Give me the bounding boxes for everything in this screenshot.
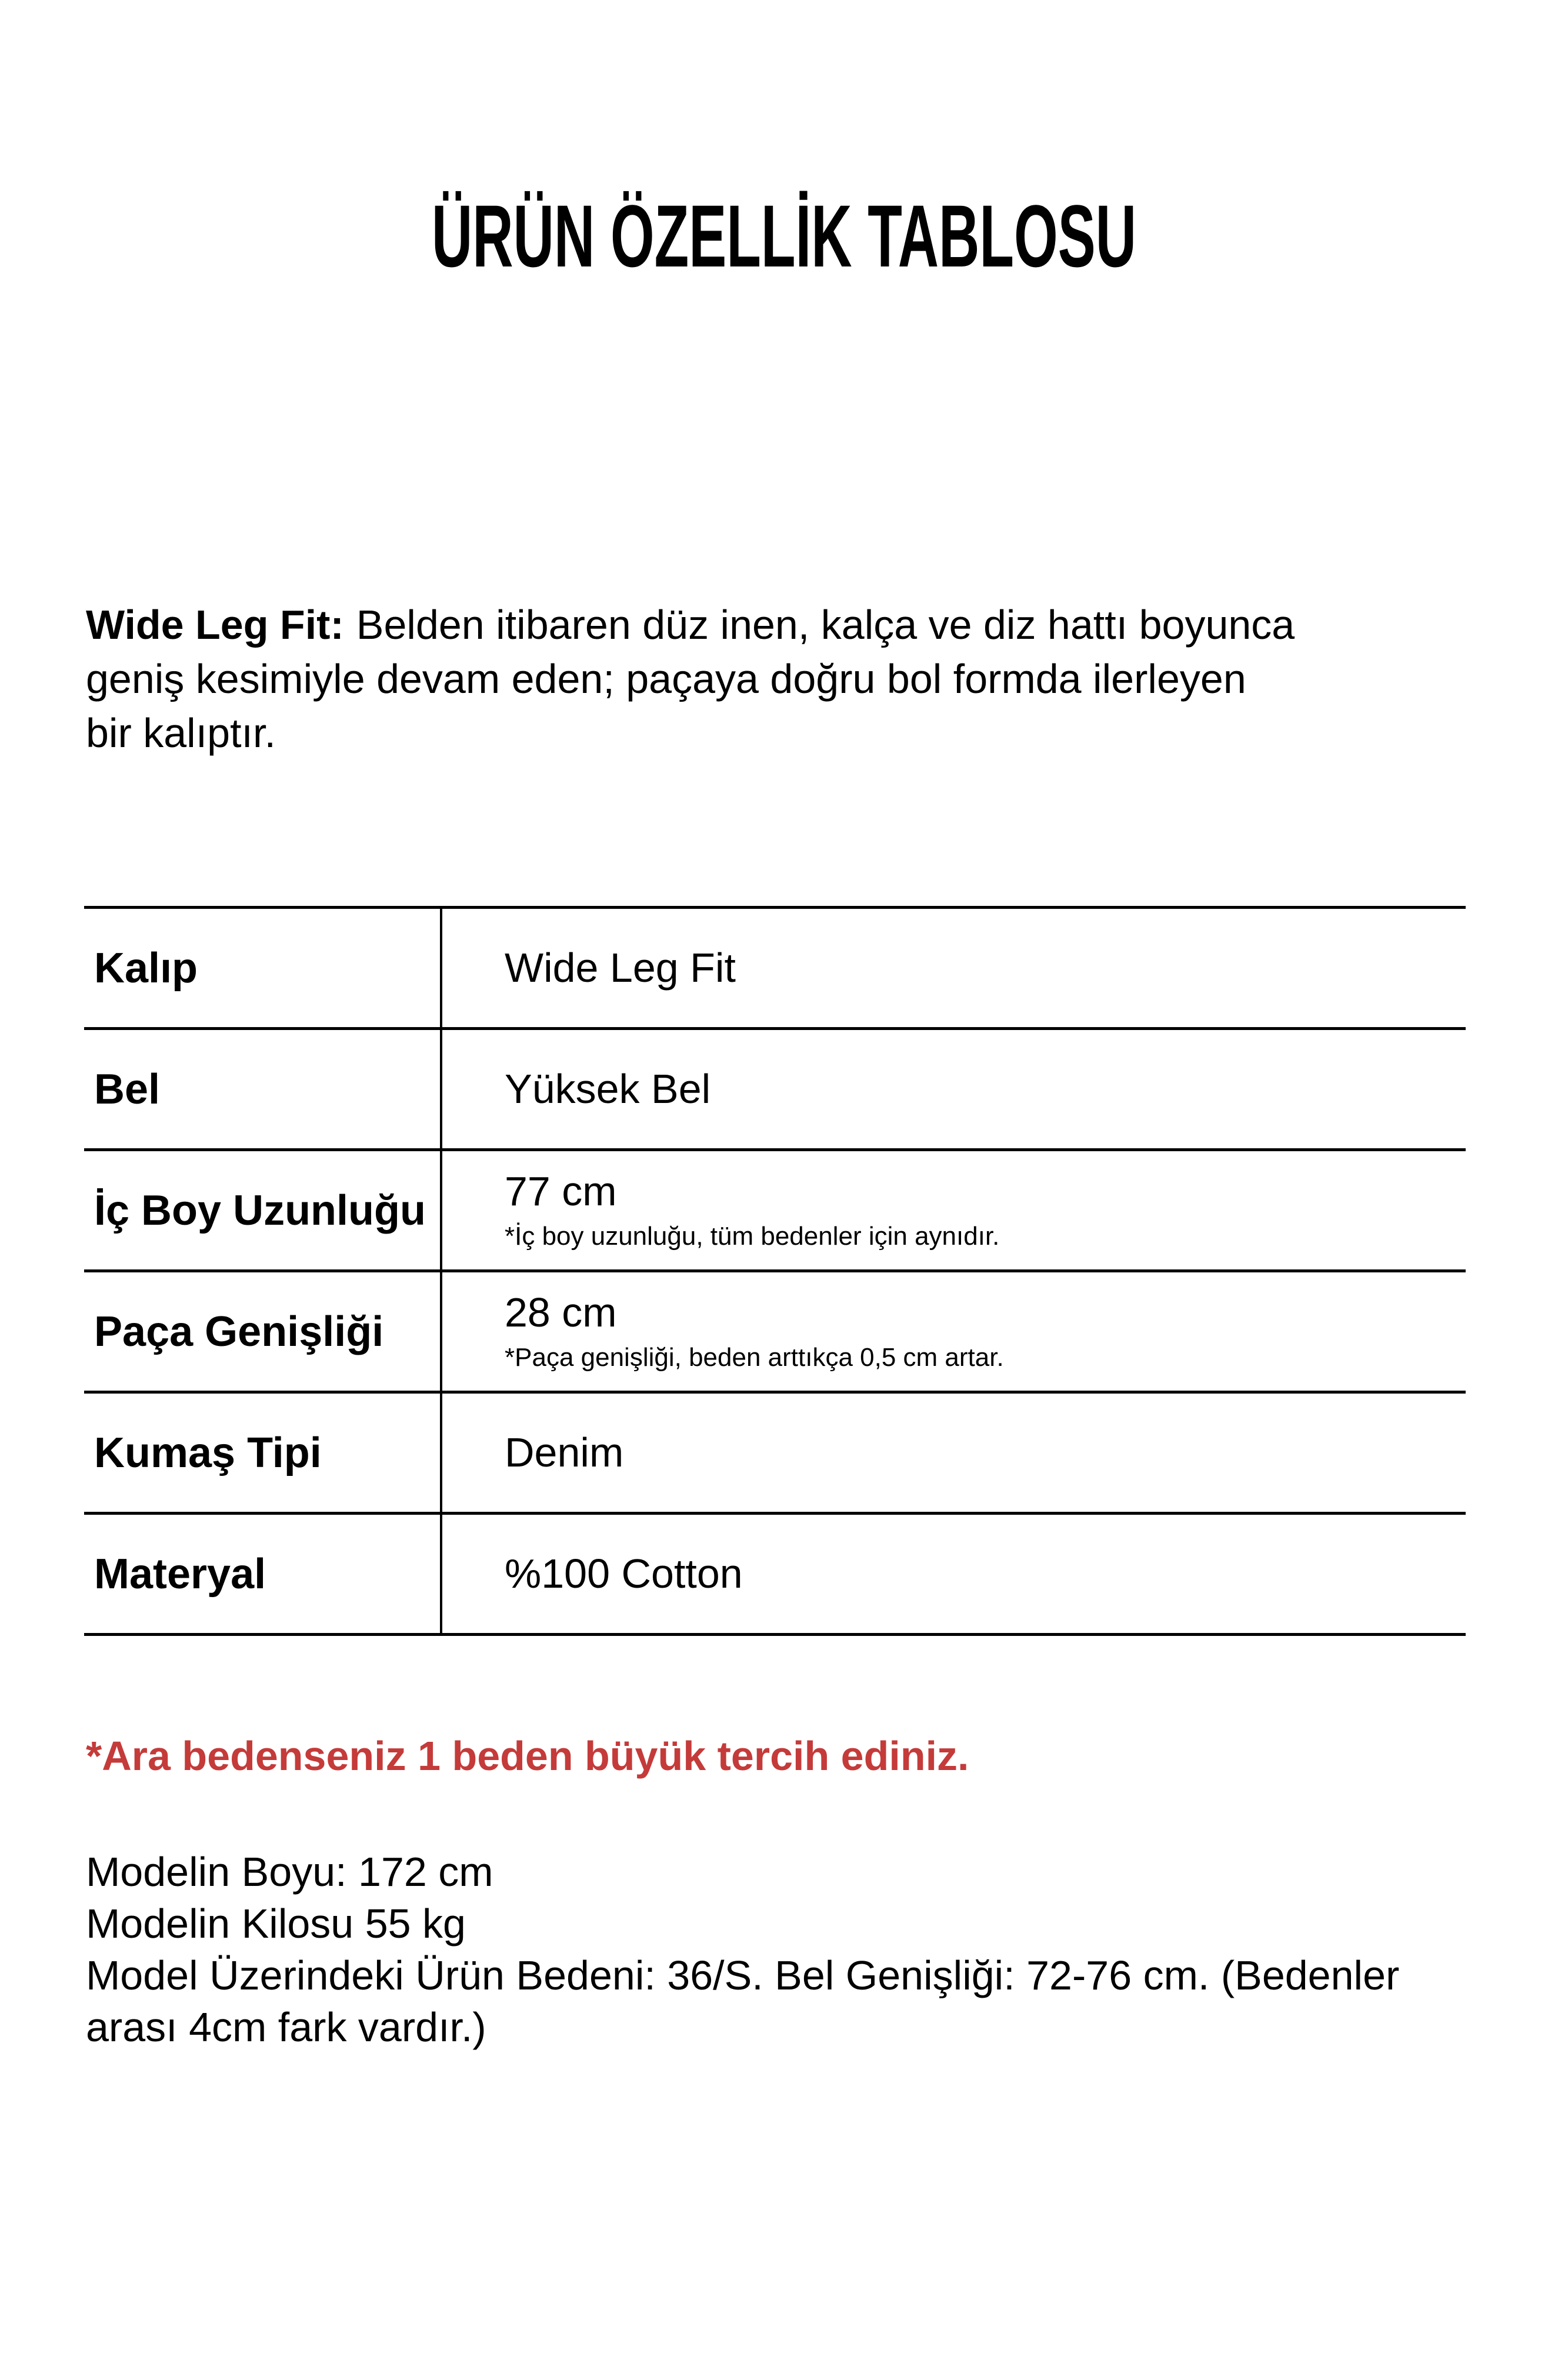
table-row-bel	[84, 1030, 1466, 1151]
row-value-cell	[440, 1515, 1466, 1633]
row-value: 77 cm	[505, 1168, 617, 1214]
model-info-line-size-cont: arası 4cm fark vardır.)	[86, 2004, 486, 2050]
table-row-materyal	[84, 1515, 1466, 1636]
row-label: Materyal	[94, 1550, 266, 1598]
page-title-text: ÜRÜN ÖZELLİK TABLOSU	[431, 186, 1137, 285]
fit-name-label: Wide Leg Fit:	[86, 602, 344, 648]
description-line-2: geniş kesimiyle devam eden; paçaya doğru bol formda ilerleyen	[86, 656, 1246, 702]
model-info-line-height: Modelin Boyu: 172 cm	[86, 1849, 493, 1895]
row-value-cell	[440, 1272, 1466, 1391]
spec-table	[84, 906, 1466, 1636]
table-row-ic-boy-uzunlugu	[84, 1151, 1466, 1272]
row-note: *Paça genişliği, beden arttıkça 0,5 cm artar.	[505, 1343, 1004, 1372]
size-warning: *Ara bedenseniz 1 beden büyük tercih ediniz.	[86, 1733, 969, 1779]
model-info	[86, 1846, 1399, 2053]
description-line-3: bir kalıptır.	[86, 710, 276, 756]
row-value: %100 Cotton	[505, 1550, 743, 1597]
row-value-cell	[440, 1394, 1466, 1512]
row-value: 28 cm	[505, 1289, 617, 1335]
row-label: Kumaş Tipi	[94, 1429, 322, 1477]
row-value: Wide Leg Fit	[505, 944, 736, 991]
model-info-line-weight: Modelin Kilosu 55 kg	[86, 1901, 466, 1947]
row-value-cell	[440, 1030, 1466, 1148]
table-row-kalip	[84, 909, 1466, 1030]
row-label: Kalıp	[94, 944, 198, 992]
table-row-kumas-tipi	[84, 1394, 1466, 1515]
row-label: İç Boy Uzunluğu	[94, 1187, 426, 1234]
model-info-line-size: Model Üzerindeki Ürün Bedeni: 36/S. Bel Genişliği: 72-76 cm. (Bedenler	[86, 1952, 1400, 1998]
description-line-1-text: Belden itibaren düz inen, kalça ve diz hattı boyunca	[356, 602, 1295, 648]
row-value-cell	[440, 909, 1466, 1027]
table-row-paca-genisligi	[84, 1272, 1466, 1394]
row-value-cell	[440, 1151, 1466, 1269]
description-line-1	[86, 598, 1295, 652]
product-description	[86, 598, 1295, 760]
row-value: Denim	[505, 1429, 624, 1475]
row-label: Bel	[94, 1065, 161, 1113]
row-label: Paça Genişliği	[94, 1308, 384, 1355]
page-title	[0, 186, 1568, 285]
row-value: Yüksek Bel	[505, 1065, 711, 1112]
row-note: *İç boy uzunluğu, tüm bedenler için aynıdır.	[505, 1222, 1000, 1251]
